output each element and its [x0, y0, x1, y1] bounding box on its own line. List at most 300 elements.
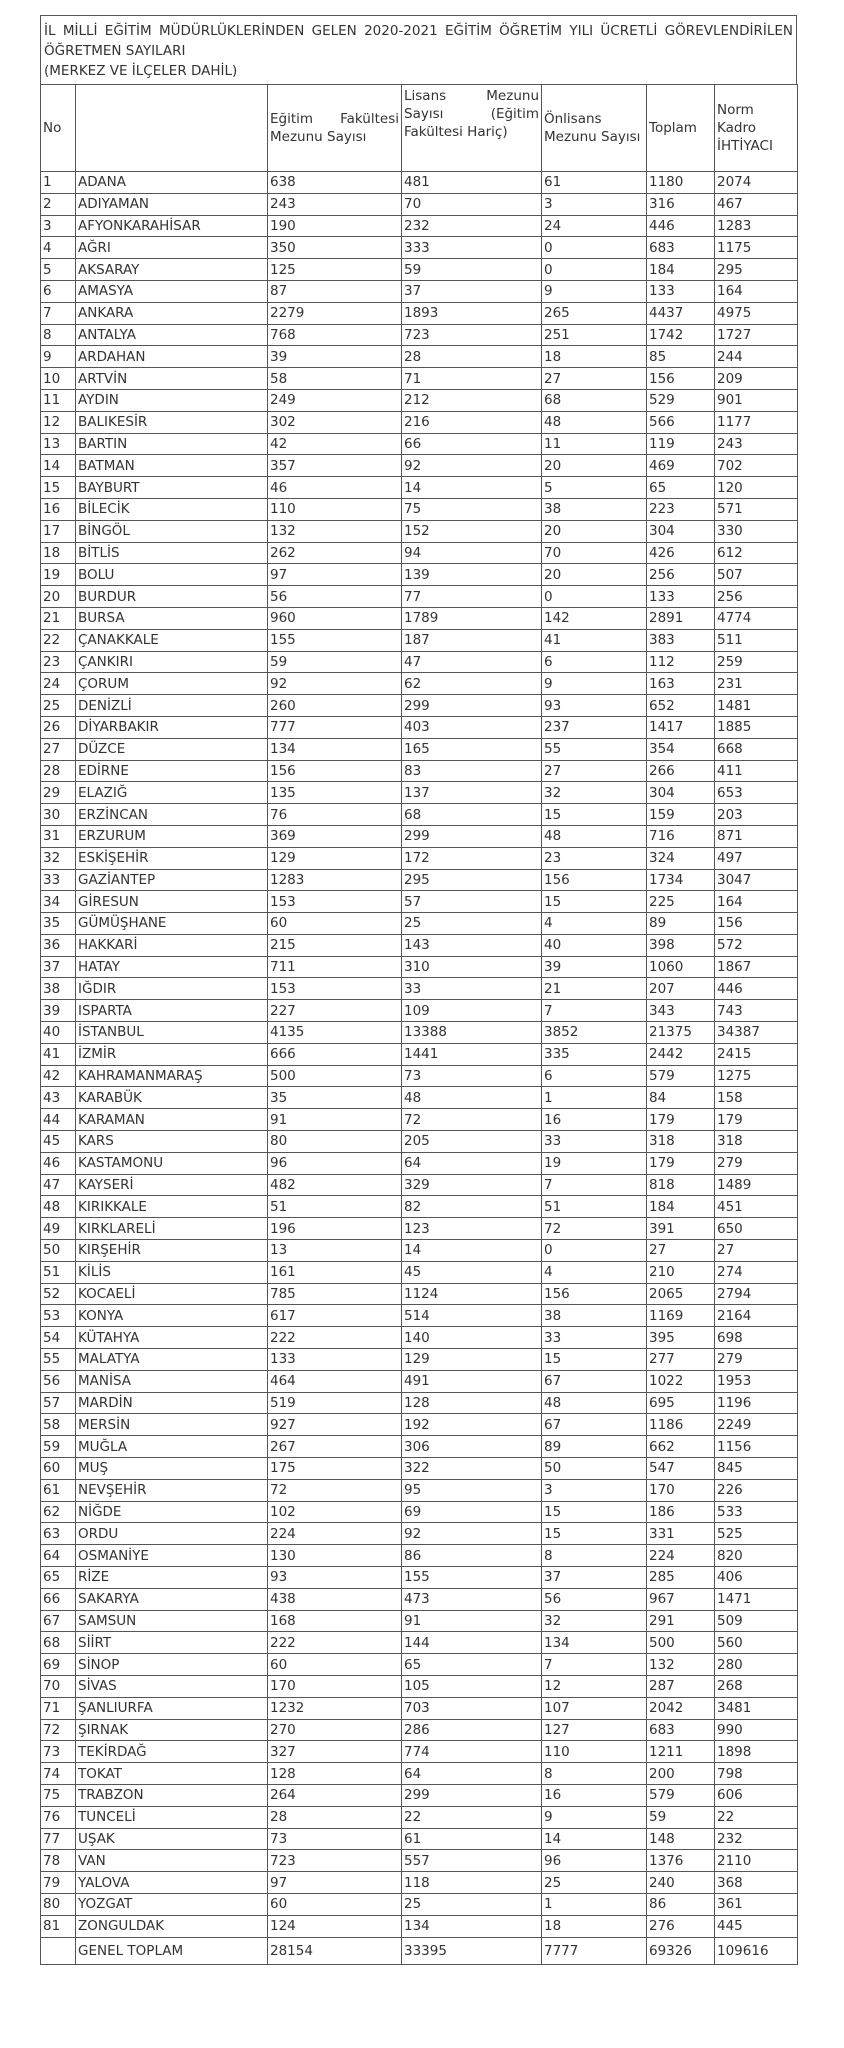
toplam-cell: 133 — [647, 586, 715, 608]
toplam-cell: 2042 — [647, 1697, 715, 1719]
table-row — [41, 629, 798, 651]
lisans-cell: 123 — [402, 1218, 542, 1240]
no-cell: 55 — [41, 1349, 76, 1371]
egitim-fakultesi-cell: 128 — [268, 1763, 402, 1785]
no-cell: 20 — [41, 586, 76, 608]
onlisans-cell: 25 — [542, 1872, 647, 1894]
lisans-cell: 128 — [402, 1392, 542, 1414]
toplam-cell: 2891 — [647, 607, 715, 629]
onlisans-cell: 6 — [542, 651, 647, 673]
table-row — [41, 172, 798, 194]
toplam-cell: 132 — [647, 1654, 715, 1676]
table-row — [41, 1174, 798, 1196]
egitim-fakultesi-cell: 262 — [268, 542, 402, 564]
egitim-fakultesi-cell: 60 — [268, 913, 402, 935]
egitim-fakultesi-cell: 224 — [268, 1523, 402, 1545]
norm-kadro-cell: 203 — [715, 804, 798, 826]
table-row — [41, 455, 798, 477]
province-cell: NİĞDE — [76, 1501, 268, 1523]
no-cell: 32 — [41, 847, 76, 869]
table-row — [41, 1261, 798, 1283]
table-row — [41, 237, 798, 259]
province-cell: BOLU — [76, 564, 268, 586]
norm-kadro-cell: 34387 — [715, 1022, 798, 1044]
onlisans-cell: 7 — [542, 1174, 647, 1196]
province-cell: ARTVİN — [76, 368, 268, 390]
province-cell: MALATYA — [76, 1349, 268, 1371]
lisans-cell: 61 — [402, 1828, 542, 1850]
table-row — [41, 542, 798, 564]
province-cell: DENİZLİ — [76, 695, 268, 717]
egitim-fakultesi-cell: 124 — [268, 1915, 402, 1937]
norm-kadro-cell: 1885 — [715, 716, 798, 738]
onlisans-cell: 18 — [542, 1915, 647, 1937]
lisans-cell: 329 — [402, 1174, 542, 1196]
toplam-cell: 266 — [647, 760, 715, 782]
table-row — [41, 847, 798, 869]
egitim-fakultesi-cell: 267 — [268, 1436, 402, 1458]
egitim-fakultesi-cell: 4135 — [268, 1022, 402, 1044]
norm-kadro-cell: 226 — [715, 1479, 798, 1501]
province-cell: TEKİRDAĞ — [76, 1741, 268, 1763]
toplam-cell: 547 — [647, 1458, 715, 1480]
no-cell: 50 — [41, 1240, 76, 1262]
table-row — [41, 586, 798, 608]
egitim-fakultesi-cell: 92 — [268, 673, 402, 695]
no-cell: 42 — [41, 1065, 76, 1087]
lisans-cell: 94 — [402, 542, 542, 564]
no-cell: 9 — [41, 346, 76, 368]
toplam-cell: 316 — [647, 193, 715, 215]
norm-kadro-cell: 268 — [715, 1675, 798, 1697]
lisans-cell: 47 — [402, 651, 542, 673]
onlisans-cell: 3 — [542, 193, 647, 215]
lisans-cell: 72 — [402, 1109, 542, 1131]
province-cell: IĞDIR — [76, 978, 268, 1000]
no-cell: 22 — [41, 629, 76, 651]
onlisans-cell: 156 — [542, 1283, 647, 1305]
egitim-fakultesi-cell: 156 — [268, 760, 402, 782]
province-cell: SİVAS — [76, 1675, 268, 1697]
norm-kadro-cell: 1953 — [715, 1370, 798, 1392]
onlisans-cell: 134 — [542, 1632, 647, 1654]
province-cell: MARDİN — [76, 1392, 268, 1414]
province-cell: GÜMÜŞHANE — [76, 913, 268, 935]
norm-kadro-cell: 990 — [715, 1719, 798, 1741]
toplam-cell: 566 — [647, 411, 715, 433]
lisans-cell: 109 — [402, 1000, 542, 1022]
egitim-fakultesi-cell: 438 — [268, 1588, 402, 1610]
lisans-cell: 45 — [402, 1261, 542, 1283]
province-cell: KIRKLARELİ — [76, 1218, 268, 1240]
norm-kadro-cell: 451 — [715, 1196, 798, 1218]
lisans-cell: 13388 — [402, 1022, 542, 1044]
egitim-fakultesi-cell: 777 — [268, 716, 402, 738]
table-row — [41, 1109, 798, 1131]
norm-kadro-cell: 4774 — [715, 607, 798, 629]
egitim-fakultesi-cell: 133 — [268, 1349, 402, 1371]
province-cell: KARAMAN — [76, 1109, 268, 1131]
egitim-fakultesi-cell: 500 — [268, 1065, 402, 1087]
lisans-cell: 491 — [402, 1370, 542, 1392]
toplam-cell: 395 — [647, 1327, 715, 1349]
lisans-cell: 187 — [402, 629, 542, 651]
no-cell: 30 — [41, 804, 76, 826]
lisans-cell: 299 — [402, 1784, 542, 1806]
toplam-cell: 223 — [647, 498, 715, 520]
province-cell: AĞRI — [76, 237, 268, 259]
province-cell: GAZİANTEP — [76, 869, 268, 891]
norm-kadro-cell: 533 — [715, 1501, 798, 1523]
table-row — [41, 1915, 798, 1937]
lisans-cell: 129 — [402, 1349, 542, 1371]
province-cell: ESKİŞEHİR — [76, 847, 268, 869]
province-cell: OSMANİYE — [76, 1545, 268, 1567]
header-toplam: Toplam — [647, 85, 715, 172]
no-cell: 34 — [41, 891, 76, 913]
norm-kadro-cell: 274 — [715, 1261, 798, 1283]
table-row — [41, 1349, 798, 1371]
table-row — [41, 1392, 798, 1414]
table-row — [41, 324, 798, 346]
norm-kadro-cell: 507 — [715, 564, 798, 586]
table-row — [41, 607, 798, 629]
lisans-cell: 70 — [402, 193, 542, 215]
norm-kadro-cell: 2415 — [715, 1043, 798, 1065]
header-egitim-fakultesi: Eğitim Fakültesi Mezunu Sayısı — [268, 85, 402, 172]
onlisans-cell: 335 — [542, 1043, 647, 1065]
table-row — [41, 1828, 798, 1850]
table-row — [41, 651, 798, 673]
no-cell: 61 — [41, 1479, 76, 1501]
toplam-cell: 500 — [647, 1632, 715, 1654]
table-row — [41, 368, 798, 390]
province-cell: KIRIKKALE — [76, 1196, 268, 1218]
egitim-fakultesi-cell: 369 — [268, 825, 402, 847]
egitim-fakultesi-cell: 927 — [268, 1414, 402, 1436]
norm-kadro-cell: 3047 — [715, 869, 798, 891]
onlisans-cell: 0 — [542, 237, 647, 259]
total-norm-kadro-cell: 109616 — [715, 1937, 798, 1964]
no-cell: 13 — [41, 433, 76, 455]
no-cell: 72 — [41, 1719, 76, 1741]
norm-kadro-cell: 1175 — [715, 237, 798, 259]
total-no-cell — [41, 1937, 76, 1964]
no-cell: 53 — [41, 1305, 76, 1327]
egitim-fakultesi-cell: 327 — [268, 1741, 402, 1763]
province-cell: AMASYA — [76, 280, 268, 302]
no-cell: 68 — [41, 1632, 76, 1654]
table-row — [41, 1588, 798, 1610]
toplam-cell: 343 — [647, 1000, 715, 1022]
egitim-fakultesi-cell: 97 — [268, 564, 402, 586]
onlisans-cell: 107 — [542, 1697, 647, 1719]
table-row — [41, 1131, 798, 1153]
lisans-cell: 140 — [402, 1327, 542, 1349]
onlisans-cell: 23 — [542, 847, 647, 869]
toplam-cell: 398 — [647, 934, 715, 956]
no-cell: 65 — [41, 1567, 76, 1589]
onlisans-cell: 48 — [542, 825, 647, 847]
onlisans-cell: 4 — [542, 1261, 647, 1283]
toplam-cell: 119 — [647, 433, 715, 455]
table-row — [41, 760, 798, 782]
table-row — [41, 1741, 798, 1763]
province-cell: KAYSERİ — [76, 1174, 268, 1196]
toplam-cell: 1060 — [647, 956, 715, 978]
onlisans-cell: 68 — [542, 389, 647, 411]
norm-kadro-cell: 572 — [715, 934, 798, 956]
lisans-cell: 481 — [402, 172, 542, 194]
toplam-cell: 1169 — [647, 1305, 715, 1327]
onlisans-cell: 72 — [542, 1218, 647, 1240]
province-cell: SAKARYA — [76, 1588, 268, 1610]
province-cell: BARTIN — [76, 433, 268, 455]
lisans-cell: 286 — [402, 1719, 542, 1741]
province-cell: İSTANBUL — [76, 1022, 268, 1044]
no-cell: 8 — [41, 324, 76, 346]
norm-kadro-cell: 22 — [715, 1806, 798, 1828]
total-egitim-cell: 28154 — [268, 1937, 402, 1964]
province-cell: MERSİN — [76, 1414, 268, 1436]
toplam-cell: 695 — [647, 1392, 715, 1414]
norm-kadro-cell: 901 — [715, 389, 798, 411]
province-cell: KARABÜK — [76, 1087, 268, 1109]
toplam-cell: 200 — [647, 1763, 715, 1785]
no-cell: 71 — [41, 1697, 76, 1719]
egitim-fakultesi-cell: 35 — [268, 1087, 402, 1109]
table-row — [41, 477, 798, 499]
lisans-cell: 152 — [402, 520, 542, 542]
lisans-cell: 155 — [402, 1567, 542, 1589]
province-cell: ERZURUM — [76, 825, 268, 847]
onlisans-cell: 8 — [542, 1763, 647, 1785]
toplam-cell: 163 — [647, 673, 715, 695]
table-row — [41, 738, 798, 760]
lisans-cell: 77 — [402, 586, 542, 608]
norm-kadro-cell: 820 — [715, 1545, 798, 1567]
lisans-cell: 64 — [402, 1763, 542, 1785]
norm-kadro-cell: 1867 — [715, 956, 798, 978]
no-cell: 69 — [41, 1654, 76, 1676]
no-cell: 78 — [41, 1850, 76, 1872]
egitim-fakultesi-cell: 153 — [268, 978, 402, 1000]
norm-kadro-cell: 560 — [715, 1632, 798, 1654]
province-cell: ŞIRNAK — [76, 1719, 268, 1741]
no-cell: 37 — [41, 956, 76, 978]
onlisans-cell: 1 — [542, 1893, 647, 1915]
table-row — [41, 891, 798, 913]
toplam-cell: 291 — [647, 1610, 715, 1632]
total-row — [41, 1937, 798, 1964]
table-row — [41, 869, 798, 891]
toplam-cell: 148 — [647, 1828, 715, 1850]
egitim-fakultesi-cell: 617 — [268, 1305, 402, 1327]
toplam-cell: 1742 — [647, 324, 715, 346]
egitim-fakultesi-cell: 80 — [268, 1131, 402, 1153]
toplam-cell: 1186 — [647, 1414, 715, 1436]
egitim-fakultesi-cell: 666 — [268, 1043, 402, 1065]
norm-kadro-cell: 511 — [715, 629, 798, 651]
norm-kadro-cell: 606 — [715, 1784, 798, 1806]
province-cell: DÜZCE — [76, 738, 268, 760]
egitim-fakultesi-cell: 170 — [268, 1675, 402, 1697]
onlisans-cell: 3 — [542, 1479, 647, 1501]
onlisans-cell: 156 — [542, 869, 647, 891]
norm-kadro-cell: 164 — [715, 891, 798, 913]
onlisans-cell: 18 — [542, 346, 647, 368]
no-cell: 52 — [41, 1283, 76, 1305]
toplam-cell: 469 — [647, 455, 715, 477]
table-row — [41, 1545, 798, 1567]
province-cell: BAYBURT — [76, 477, 268, 499]
province-cell: KONYA — [76, 1305, 268, 1327]
table-row — [41, 1022, 798, 1044]
no-cell: 3 — [41, 215, 76, 237]
province-cell: UŞAK — [76, 1828, 268, 1850]
norm-kadro-cell: 156 — [715, 913, 798, 935]
lisans-cell: 723 — [402, 324, 542, 346]
norm-kadro-cell: 120 — [715, 477, 798, 499]
lisans-cell: 1893 — [402, 302, 542, 324]
lisans-cell: 172 — [402, 847, 542, 869]
table-row — [41, 1567, 798, 1589]
table-row — [41, 782, 798, 804]
no-cell: 28 — [41, 760, 76, 782]
lisans-cell: 33 — [402, 978, 542, 1000]
lisans-cell: 192 — [402, 1414, 542, 1436]
toplam-cell: 683 — [647, 1719, 715, 1741]
lisans-cell: 65 — [402, 1654, 542, 1676]
egitim-fakultesi-cell: 960 — [268, 607, 402, 629]
egitim-fakultesi-cell: 58 — [268, 368, 402, 390]
egitim-fakultesi-cell: 13 — [268, 1240, 402, 1262]
norm-kadro-cell: 179 — [715, 1109, 798, 1131]
egitim-fakultesi-cell: 768 — [268, 324, 402, 346]
toplam-cell: 84 — [647, 1087, 715, 1109]
onlisans-cell: 16 — [542, 1109, 647, 1131]
onlisans-cell: 48 — [542, 411, 647, 433]
toplam-cell: 1417 — [647, 716, 715, 738]
toplam-cell: 1734 — [647, 869, 715, 891]
no-cell: 16 — [41, 498, 76, 520]
norm-kadro-cell: 2074 — [715, 172, 798, 194]
toplam-cell: 179 — [647, 1109, 715, 1131]
table-row — [41, 1632, 798, 1654]
province-cell: HAKKARİ — [76, 934, 268, 956]
no-cell: 66 — [41, 1588, 76, 1610]
norm-kadro-cell: 209 — [715, 368, 798, 390]
lisans-cell: 703 — [402, 1697, 542, 1719]
no-cell: 51 — [41, 1261, 76, 1283]
toplam-cell: 716 — [647, 825, 715, 847]
province-cell: AFYONKARAHİSAR — [76, 215, 268, 237]
egitim-fakultesi-cell: 97 — [268, 1872, 402, 1894]
header-no: No — [41, 85, 76, 172]
egitim-fakultesi-cell: 155 — [268, 629, 402, 651]
egitim-fakultesi-cell: 72 — [268, 1479, 402, 1501]
province-cell: NEVŞEHİR — [76, 1479, 268, 1501]
onlisans-cell: 51 — [542, 1196, 647, 1218]
province-cell: EDİRNE — [76, 760, 268, 782]
lisans-cell: 322 — [402, 1458, 542, 1480]
toplam-cell: 170 — [647, 1479, 715, 1501]
table-row — [41, 215, 798, 237]
lisans-cell: 473 — [402, 1588, 542, 1610]
title-line-1: İL MİLLİ EĞİTİM MÜDÜRLÜKLERİNDEN GELEN 2020-2021 EĞİTİM ÖĞRETİM YILI ÜCRETLİ GÖREVLENDİRİLEN — [44, 23, 793, 39]
province-cell: BURSA — [76, 607, 268, 629]
title-line-3: (MERKEZ VE İLÇELER DAHİL) — [44, 63, 238, 79]
norm-kadro-cell: 1283 — [715, 215, 798, 237]
toplam-cell: 65 — [647, 477, 715, 499]
norm-kadro-cell: 871 — [715, 825, 798, 847]
lisans-cell: 28 — [402, 346, 542, 368]
norm-kadro-cell: 467 — [715, 193, 798, 215]
norm-kadro-cell: 525 — [715, 1523, 798, 1545]
onlisans-cell: 70 — [542, 542, 647, 564]
toplam-cell: 224 — [647, 1545, 715, 1567]
no-cell: 40 — [41, 1022, 76, 1044]
header-norm-kadro: Norm Kadro İHTİYACI — [715, 85, 798, 172]
table-row — [41, 1675, 798, 1697]
egitim-fakultesi-cell: 153 — [268, 891, 402, 913]
onlisans-cell: 9 — [542, 673, 647, 695]
no-cell: 24 — [41, 673, 76, 695]
lisans-cell: 86 — [402, 1545, 542, 1567]
norm-kadro-cell: 1196 — [715, 1392, 798, 1414]
egitim-fakultesi-cell: 130 — [268, 1545, 402, 1567]
document-sheet — [40, 15, 797, 1965]
no-cell: 14 — [41, 455, 76, 477]
lisans-cell: 68 — [402, 804, 542, 826]
province-cell: AKSARAY — [76, 259, 268, 281]
onlisans-cell: 7 — [542, 1000, 647, 1022]
lisans-cell: 216 — [402, 411, 542, 433]
toplam-cell: 529 — [647, 389, 715, 411]
norm-kadro-cell: 164 — [715, 280, 798, 302]
table-row — [41, 433, 798, 455]
no-cell: 81 — [41, 1915, 76, 1937]
lisans-cell: 73 — [402, 1065, 542, 1087]
egitim-fakultesi-cell: 73 — [268, 1828, 402, 1850]
lisans-cell: 232 — [402, 215, 542, 237]
norm-kadro-cell: 2249 — [715, 1414, 798, 1436]
province-cell: TOKAT — [76, 1763, 268, 1785]
toplam-cell: 579 — [647, 1784, 715, 1806]
toplam-cell: 210 — [647, 1261, 715, 1283]
header-province — [76, 85, 268, 172]
onlisans-cell: 3852 — [542, 1022, 647, 1044]
no-cell: 67 — [41, 1610, 76, 1632]
egitim-fakultesi-cell: 125 — [268, 259, 402, 281]
table-row — [41, 1370, 798, 1392]
title-line-2: ÖĞRETMEN SAYILARI — [44, 43, 186, 59]
toplam-cell: 331 — [647, 1523, 715, 1545]
lisans-cell: 92 — [402, 1523, 542, 1545]
egitim-fakultesi-cell: 249 — [268, 389, 402, 411]
total-lisans-cell: 33395 — [402, 1937, 542, 1964]
egitim-fakultesi-cell: 56 — [268, 586, 402, 608]
onlisans-cell: 21 — [542, 978, 647, 1000]
egitim-fakultesi-cell: 260 — [268, 695, 402, 717]
no-cell: 76 — [41, 1806, 76, 1828]
egitim-fakultesi-cell: 190 — [268, 215, 402, 237]
province-cell: ZONGULDAK — [76, 1915, 268, 1937]
onlisans-cell: 5 — [542, 477, 647, 499]
no-cell: 29 — [41, 782, 76, 804]
toplam-cell: 59 — [647, 1806, 715, 1828]
egitim-fakultesi-cell: 91 — [268, 1109, 402, 1131]
